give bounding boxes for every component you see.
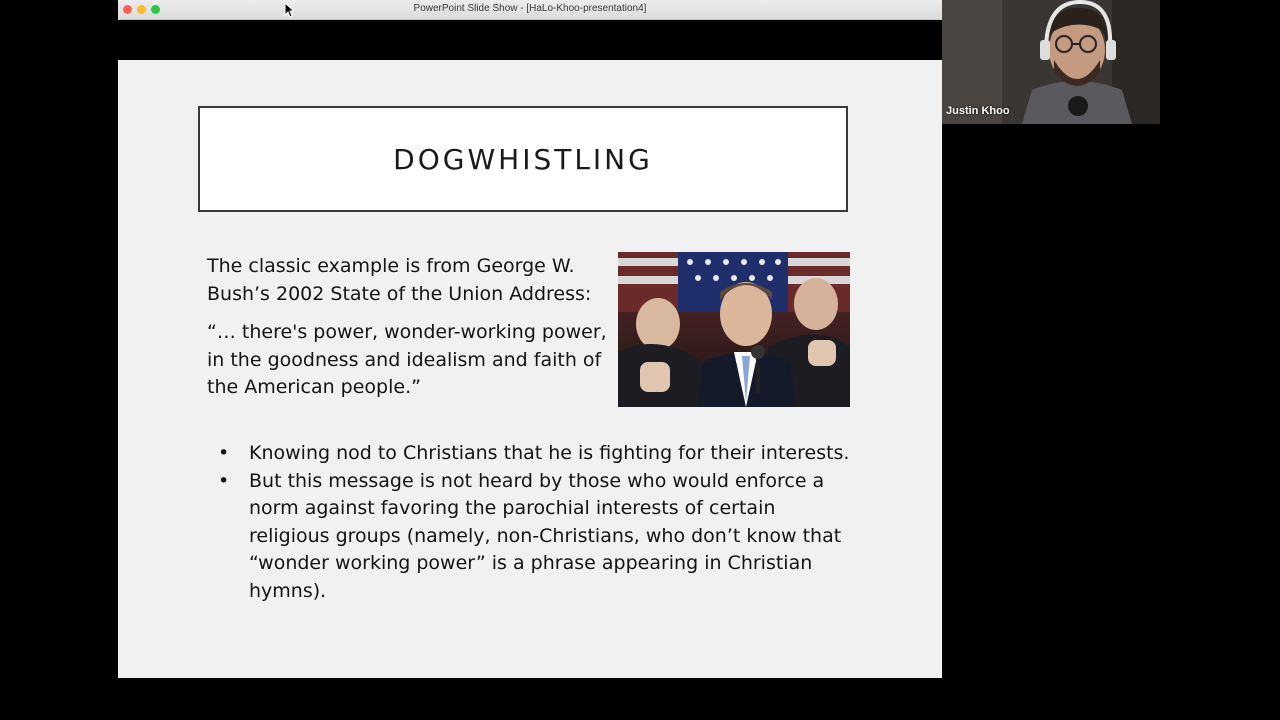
window-title: PowerPoint Slide Show - [HaLo-Khoo-presentation4] (413, 3, 647, 14)
slideshow-window (118, 0, 942, 720)
bullet-glyph: • (218, 469, 230, 492)
slide-title: DOGWHISTLING (393, 142, 653, 176)
slide (118, 60, 942, 678)
slide-intro-text: The classic example is from George W. Bush’s 2002 State of the Union Address: (207, 255, 592, 305)
bullet-text: But this message is not heard by those who would enforce a norm against favoring the parochial interests of certain religious groups (namely, non-Christians, who don’t know that “wonder working power” is a phrase appearing in Christian hymns). (249, 469, 842, 602)
slide-quote: “… there's power, wonder-working power, in the goodness and idealism and faith of the American people.” (207, 321, 607, 398)
speech-photo (618, 252, 850, 407)
speech-photo-image (618, 252, 850, 407)
bullet-text: Knowing nod to Christians that he is fighting for their interests. (249, 442, 850, 464)
bullet-glyph: • (218, 442, 230, 464)
slide-title-box (198, 106, 848, 212)
list-item (218, 468, 858, 606)
list-item (218, 440, 858, 468)
participant-video[interactable] (942, 0, 1160, 124)
participant-name: Justin Khoo (946, 105, 1010, 117)
bullet-list (218, 440, 858, 605)
window-titlebar[interactable] (118, 0, 942, 20)
mouse-cursor-icon (284, 2, 294, 18)
